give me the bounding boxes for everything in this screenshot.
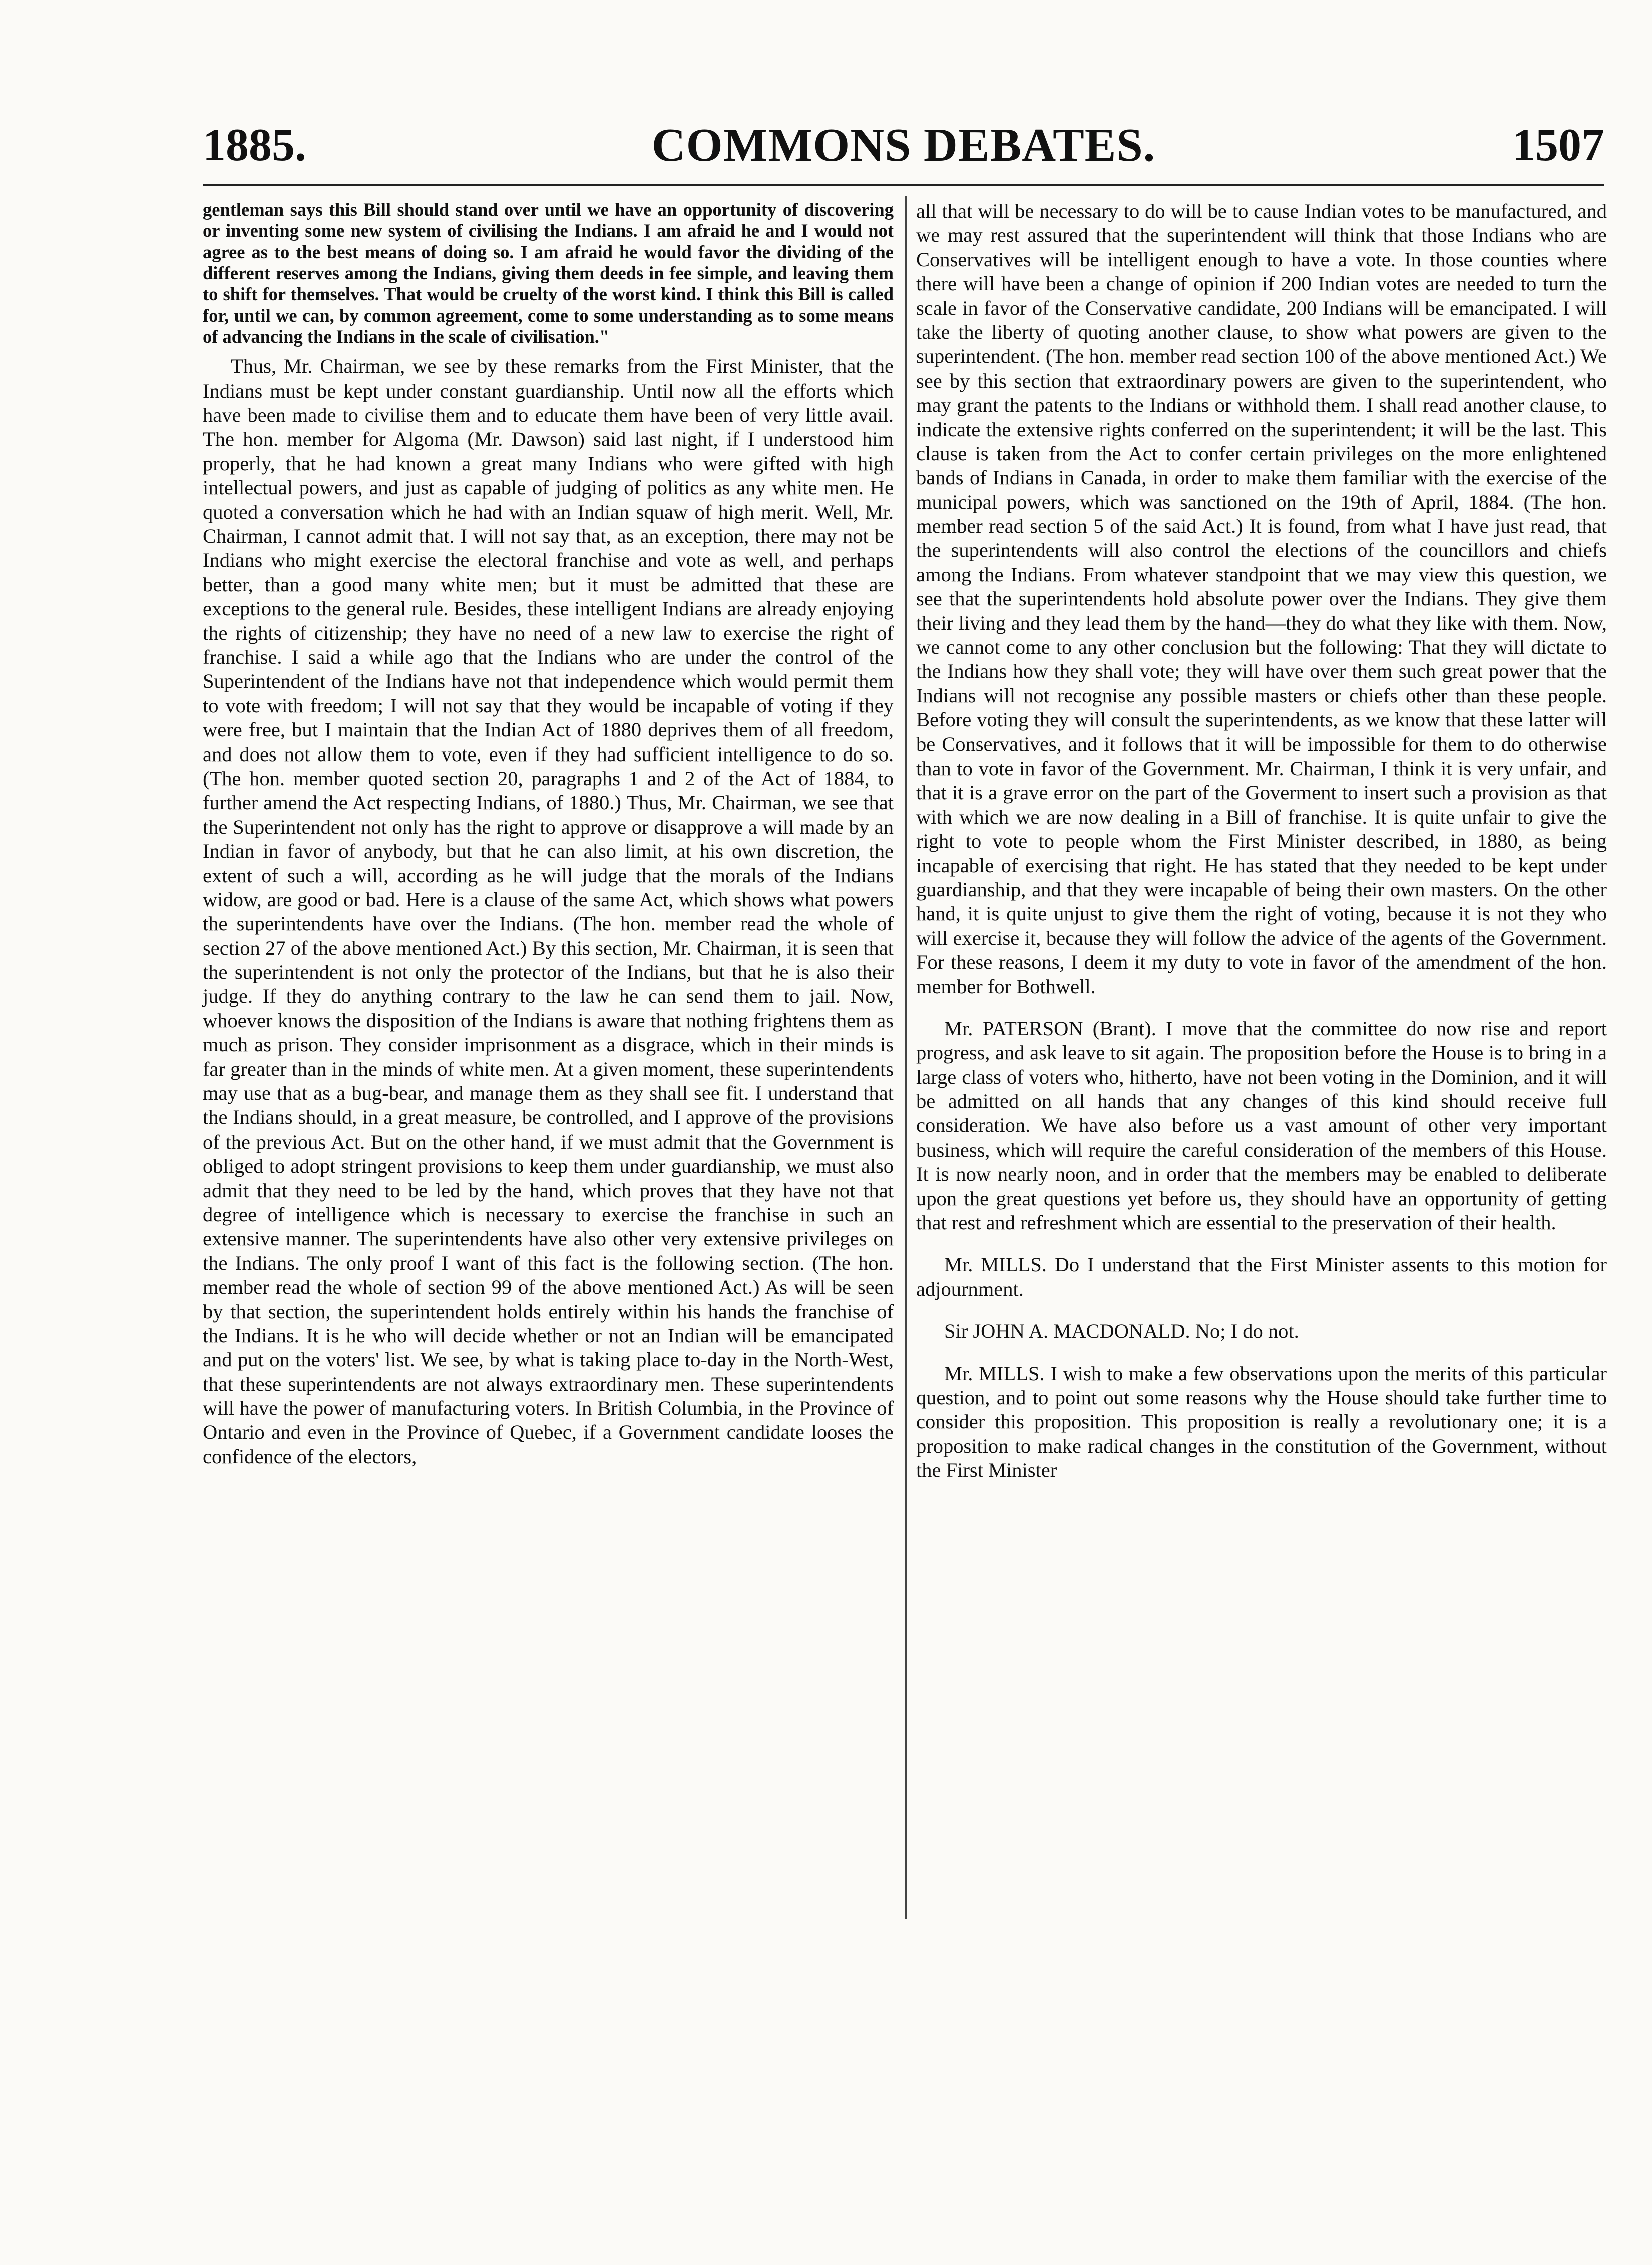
header-page-number: 1507: [1512, 119, 1604, 170]
mills-speech: Mr. MILLS. I wish to make a few observations upon the merits of this particular question, and to point out some reasons why the House should take further time to consider this proposition. This proposition is really a revolutionary one; it is a proposition to make radical changes in the constitution of the Government, without the First Minister: [916, 1362, 1607, 1482]
speech-paragraph: Thus, Mr. Chairman, we see by these remarks from the First Minister, that the Indians must be kept under constant guardianship. Until now all the efforts which have been made to civilise them and to educate them have been of very little avail. The hon. member for Algoma (Mr. Dawson) said last night, if I understood him properly, that he had known a great many Indians who were gifted with high intellectual powers, and just as capable of judging of politics as any white men. He quoted a conversation which he had with an Indian squaw of high merit. Well, Mr. Chairman, I cannot admit that. I will not say that, as an exception, there may not be Indians who might exercise the electoral franchise and vote as well, and perhaps better, than a good many white men; but it must be admitted that these are exceptions to the general rule. Besides, these intelligent Indians are already enjoying the rights of citizenship; they have no need of a new law to exercise the right of franchise. I said a while ago that the Indians who are under the control of the Superintendent of the Indians have not that independence which would permit them to vote with freedom; I will not say that they would be incapable of voting if they were free, but I maintain that the Indian Act of 1880 deprives them of all freedom, and does not allow them to vote, even if they had sufficient intelligence to do so. (The hon. member quoted section 20, paragraphs 1 and 2 of the Act of 1884, to further amend the Act respecting Indians, of 1880.) Thus, Mr. Chairman, we see that the Superintendent not only has the right to approve or disapprove a will made by an Indian in favor of anybody, but that he can also limit, at his own discretion, the extent of such a will, according as he will judge that the morals of the Indians widow, are good or bad. Here is a clause of the same Act, which shows what powers the superintendents have over the Indians. (The hon. member read the whole of section 27 of the above mentioned Act.) By this section, Mr. Chairman, it is seen that the superintendent is not only the protector of the Indians, but that he is also their judge. If they do anything contrary to the law he can send them to jail. Now, whoever knows the disposition of the Indians is aware that nothing frightens them as much as prison. They consider imprisonment as a disgrace, which in their minds is far greater than in the minds of white men. At a given moment, these superintendents may use that as a bug-bear, and manage them as they shall see fit. I understand that the Indians should, in a great measure, be controlled, and I approve of the provisions of the previous Act. But on the other hand, if we must admit that the Government is obliged to adopt stringent provisions to keep them under guardianship, we must also admit that they need to be led by the hand, which proves that they have not that degree of intelligence which is necessary to exercise the franchise in such an extensive manner. The superintendents have also other very extensive privileges on the Indians. The only proof I want of this fact is the following section. (The hon. member read the whole of section 99 of the above mentioned Act.) As will be seen by that section, the superintendent holds entirely within his hands the franchise of the Indians. It is he who will decide whether or not an Indian will be emancipated and put on the voters' list. We see, by what is taking place to-day in the North-West, that these superintendents are not always extraordinary men. These superintendents will have the power of manufacturing voters. In British Columbia, in the Province of Ontario and even in the Province of Quebec, if a Government candidate looses the confidence of the electors,: [203, 355, 894, 1468]
header-year: 1885.: [203, 119, 306, 170]
header-title: COMMONS DEBATES.: [651, 119, 1156, 171]
page-header: [203, 118, 1604, 178]
speech-continuation: all that will be necessary to do will be to cause Indian votes to be manufactured, and we may rest assured that the superintendent will think that those Indians who are Conservatives will be intelligent enough to have a vote. In those counties where there will have been a change of opinion if 200 Indian votes are needed to turn the scale in favor of the Conservative candidate, 200 Indians will be emancipated. I will take the liberty of quoting another clause, to show what powers are given to the superintendent. (The hon. member read section 100 of the above mentioned Act.) We see by this section that extraordinary powers are given to the superintendent, who may grant the patents to the Indians or withhold them. I shall read another clause, to indicate the extensive rights conferred on the superintendent; it will be the last. This clause is taken from the Act to confer certain privileges on the more enlightened bands of Indians in Canada, in order to make them familiar with the exercise of the municipal powers, which was sanctioned on the 19th of April, 1884. (The hon. member read section 5 of the said Act.) It is found, from what I have just read, that the superintendents will also control the elections of the councillors and chiefs among the Indians. From whatever standpoint that we may view this question, we see that the superintendents hold absolute power over the Indians. They give them their living and they lead them by the hand—they do what they like with them. Now, we cannot come to any other conclusion but the following: That they will dictate to the Indians how they shall vote; they will have over them such great power that the Indians will not recognise any possible masters or chiefs other than these people. Before voting they will consult the superintendents, as we know that these latter will be Conservatives, and it follows that it will be impossible for them to do otherwise than to vote in favor of the Government. Mr. Chairman, I think it is very unfair, and that it is a grave error on the part of the Goverment to insert such a provision as that with which we are now dealing in a Bill of franchise. It is quite unfair to give the right to vote to people whom the First Minister described, in 1880, as being incapable of exercising that right. He has stated that they needed to be kept under guardianship, and that they were incapable of being their own masters. On the other hand, it is quite unjust to give them the right of voting, because it is not they who will exercise it, because they will follow the advice of the agents of the Government. For these reasons, I deem it my duty to vote in favor of the amendment of the hon. member for Bothwell.: [916, 200, 1607, 998]
mills-question: Mr. MILLS. Do I understand that the First Minister assents to this motion for adjournment.: [916, 1253, 1607, 1300]
right-column: [916, 199, 1607, 1483]
quoted-passage: gentleman says this Bill should stand over until we have an opportunity of discovering or inventing some new system of civilising the Indians. I am afraid he and I would not agree as to the best means of doing so. I am afraid he would favor the dividing of the different reserves among the Indians, giving them deeds in fee simple, and leaving them to shift for themselves. That would be cruelty of the worst kind. I think this Bill is called for, until we can, by common agreement, come to some understanding as to some means of advancing the Indians in the scale of civilisation.": [203, 199, 894, 347]
header-rule: [203, 184, 1604, 186]
column-divider: [905, 196, 907, 1919]
paterson-speech: Mr. PATERSON (Brant). I move that the committee do now rise and report progress, and ask leave to sit again. The proposition before the House is to bring in a large class of voters who, hitherto, have not been voting in the Dominion, and it will be admitted on all hands that any changes of this kind should receive full consideration. We have also before us a vast amount of other very important business, which will require the careful consideration of the members of this House. It is now nearly noon, and in order that the members may be enabled to deliberate upon the great questions yet before us, they should have an opportunity of getting that rest and refreshment which are essential to the preservation of their health.: [916, 1017, 1607, 1234]
left-column: [203, 199, 894, 1469]
macdonald-reply: Sir JOHN A. MACDONALD. No; I do not.: [944, 1320, 1299, 1343]
